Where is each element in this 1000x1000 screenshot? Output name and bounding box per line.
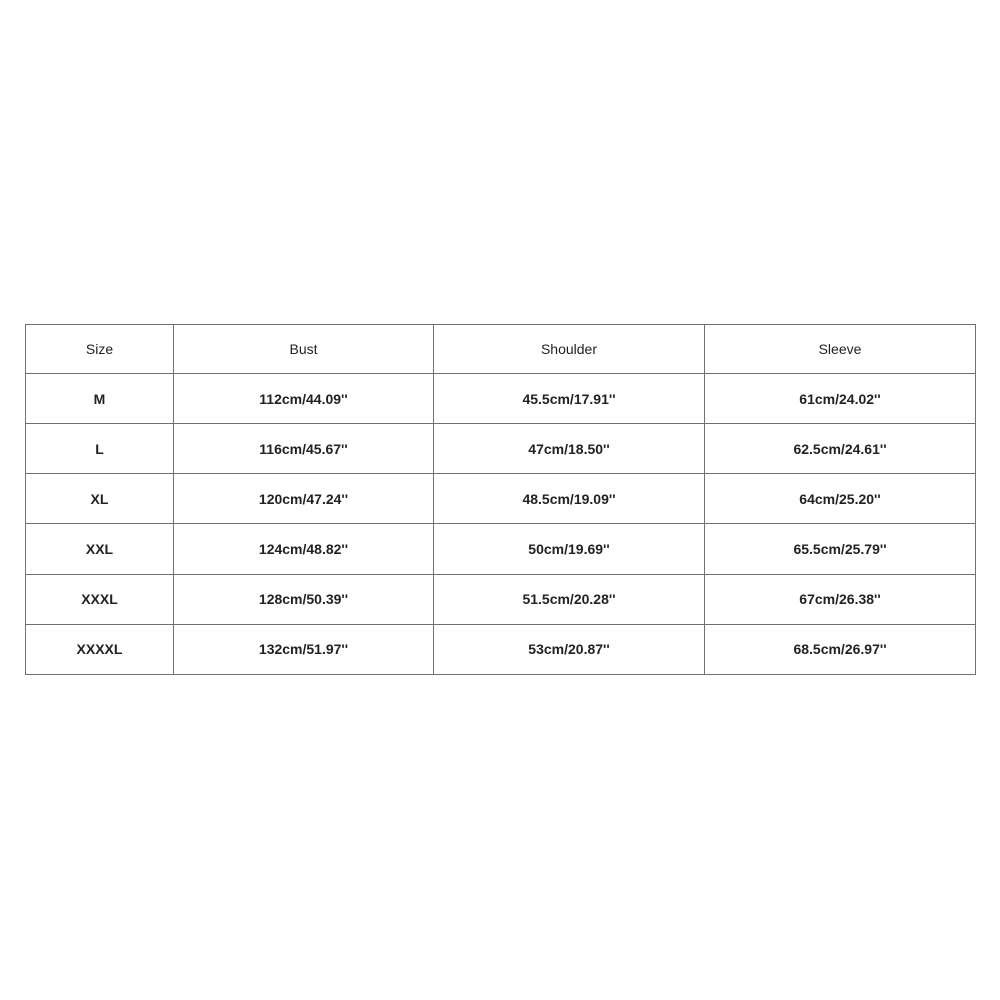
table-row (26, 524, 976, 574)
cell-bust: 112cm/44.09'' (174, 374, 434, 424)
cell-sleeve: 62.5cm/24.61'' (705, 424, 976, 474)
cell-size: XL (26, 474, 174, 524)
cell-bust: 132cm/51.97'' (174, 624, 434, 674)
header-shoulder: Shoulder (434, 325, 705, 374)
cell-sleeve: 61cm/24.02'' (705, 374, 976, 424)
cell-sleeve: 67cm/26.38'' (705, 574, 976, 624)
table-row (26, 574, 976, 624)
cell-shoulder: 45.5cm/17.91'' (434, 374, 705, 424)
cell-shoulder: 53cm/20.87'' (434, 624, 705, 674)
cell-sleeve: 64cm/25.20'' (705, 474, 976, 524)
cell-bust: 120cm/47.24'' (174, 474, 434, 524)
header-bust: Bust (174, 325, 434, 374)
cell-bust: 124cm/48.82'' (174, 524, 434, 574)
cell-bust: 116cm/45.67'' (174, 424, 434, 474)
cell-size: XXL (26, 524, 174, 574)
cell-shoulder: 48.5cm/19.09'' (434, 474, 705, 524)
table-row (26, 374, 976, 424)
table-row (26, 424, 976, 474)
table-row (26, 474, 976, 524)
cell-size: M (26, 374, 174, 424)
cell-shoulder: 50cm/19.69'' (434, 524, 705, 574)
cell-size: XXXL (26, 574, 174, 624)
header-size: Size (26, 325, 174, 374)
size-chart-table (25, 324, 976, 675)
cell-sleeve: 68.5cm/26.97'' (705, 624, 976, 674)
cell-bust: 128cm/50.39'' (174, 574, 434, 624)
cell-shoulder: 47cm/18.50'' (434, 424, 705, 474)
table-row (26, 624, 976, 674)
table-header-row (26, 325, 976, 374)
cell-size: XXXXL (26, 624, 174, 674)
cell-sleeve: 65.5cm/25.79'' (705, 524, 976, 574)
header-sleeve: Sleeve (705, 325, 976, 374)
cell-shoulder: 51.5cm/20.28'' (434, 574, 705, 624)
cell-size: L (26, 424, 174, 474)
